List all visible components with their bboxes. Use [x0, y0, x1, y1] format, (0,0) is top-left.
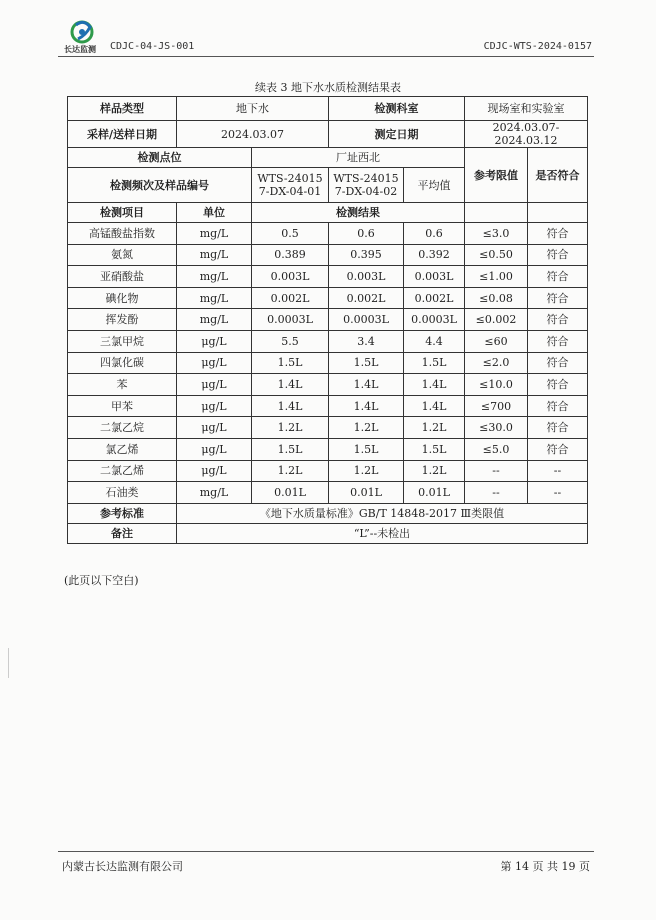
sample-id-2: WTS-24015 7-DX-04-02 [329, 168, 404, 203]
conform-result: 符合 [528, 309, 588, 331]
average-result: 0.003L [404, 266, 465, 288]
average-result: 0.0003L [404, 309, 465, 331]
table-row [68, 121, 588, 148]
item-name: 四氯化碳 [68, 352, 177, 374]
ref-limit: ≤2.0 [465, 352, 528, 374]
unit: mg/L [177, 482, 252, 504]
item-name: 三氯甲烷 [68, 330, 177, 352]
sample-1-result: 0.0003L [252, 309, 329, 331]
ref-limit: ≤30.0 [465, 417, 528, 439]
sample-2-result: 0.003L [329, 266, 404, 288]
results-table [67, 96, 588, 544]
conform-result: 符合 [528, 223, 588, 245]
sample-1-result: 0.5 [252, 223, 329, 245]
table-row [68, 203, 588, 223]
test-date-value: 2024.03.07-2024.03.12 [465, 121, 588, 148]
table-row [68, 482, 588, 504]
test-date-label: 测定日期 [329, 121, 465, 148]
conform-result: 符合 [528, 417, 588, 439]
sample-type-label: 样品类型 [68, 97, 177, 121]
ref-std-value: 《地下水质量标准》GB/T 14848-2017 Ⅲ类限值 [177, 503, 588, 523]
table-row [68, 523, 588, 543]
average-result: 1.2L [404, 417, 465, 439]
freq-label: 检测频次及样品编号 [68, 168, 252, 203]
empty-cell [528, 203, 588, 223]
ref-limit: ≤0.08 [465, 287, 528, 309]
average-result: 0.01L [404, 482, 465, 504]
footer-divider [58, 851, 594, 852]
item-name: 碘化物 [68, 287, 177, 309]
sample-1-result: 1.5L [252, 438, 329, 460]
ref-limit: ≤3.0 [465, 223, 528, 245]
item-name: 二氯乙烯 [68, 460, 177, 482]
table-row [68, 417, 588, 439]
logo-text: 长达监测 [64, 45, 96, 54]
table-row [68, 330, 588, 352]
ref-limit: -- [465, 460, 528, 482]
item-name: 高锰酸盐指数 [68, 223, 177, 245]
sample-1-result: 1.5L [252, 352, 329, 374]
table-row [68, 266, 588, 288]
sample-2-result: 1.5L [329, 438, 404, 460]
conform-result: 符合 [528, 266, 588, 288]
lab-value: 现场室和实验室 [465, 97, 588, 121]
sample-2-result: 1.5L [329, 352, 404, 374]
average-result: 1.2L [404, 460, 465, 482]
sample-1-result: 5.5 [252, 330, 329, 352]
unit: mg/L [177, 266, 252, 288]
sample-1-result: 1.2L [252, 417, 329, 439]
table-row [68, 97, 588, 121]
conform-result: 符合 [528, 374, 588, 396]
conform-header: 是否符合 [528, 148, 588, 203]
point-label: 检测点位 [68, 148, 252, 168]
table-row [68, 148, 588, 168]
header-divider [58, 56, 594, 57]
sample-1-result: 1.4L [252, 395, 329, 417]
ref-std-label: 参考标准 [68, 503, 177, 523]
ref-limit-header: 参考限值 [465, 148, 528, 203]
sample-2-result: 0.0003L [329, 309, 404, 331]
unit: mg/L [177, 244, 252, 266]
sample-2-result: 1.4L [329, 374, 404, 396]
unit: μg/L [177, 330, 252, 352]
table-row [68, 352, 588, 374]
table-row [68, 309, 588, 331]
unit: μg/L [177, 374, 252, 396]
item-name: 二氯乙烷 [68, 417, 177, 439]
blank-page-note: (此页以下空白) [64, 574, 139, 587]
table-row [68, 244, 588, 266]
item-name: 氨氮 [68, 244, 177, 266]
conform-result: 符合 [528, 438, 588, 460]
conform-result: 符合 [528, 287, 588, 309]
unit-header: 单位 [177, 203, 252, 223]
table-row [68, 374, 588, 396]
remark-value: “L”--未检出 [177, 523, 588, 543]
average-result: 0.392 [404, 244, 465, 266]
item-name: 石油类 [68, 482, 177, 504]
table-caption: 续表 3 地下水水质检测结果表 [255, 81, 401, 94]
unit: μg/L [177, 395, 252, 417]
sample-2-result: 0.395 [329, 244, 404, 266]
sample-2-result: 0.01L [329, 482, 404, 504]
item-name: 苯 [68, 374, 177, 396]
report-number: CDJC-WTS-2024-0157 [483, 41, 592, 52]
table-row [68, 503, 588, 523]
unit: μg/L [177, 352, 252, 374]
table-row [68, 460, 588, 482]
average-result: 0.002L [404, 287, 465, 309]
empty-cell [465, 203, 528, 223]
ref-limit: ≤10.0 [465, 374, 528, 396]
item-header: 检测项目 [68, 203, 177, 223]
point-value: 厂址西北 [252, 148, 465, 168]
average-result: 1.4L [404, 395, 465, 417]
sample-2-result: 1.2L [329, 417, 404, 439]
conform-result: 符合 [528, 330, 588, 352]
unit: mg/L [177, 309, 252, 331]
conform-result: 符合 [528, 244, 588, 266]
result-header: 检测结果 [252, 203, 465, 223]
sample-1-result: 0.01L [252, 482, 329, 504]
table-row [68, 438, 588, 460]
unit: μg/L [177, 417, 252, 439]
unit: mg/L [177, 223, 252, 245]
table-row [68, 223, 588, 245]
sample-2-result: 1.4L [329, 395, 404, 417]
item-name: 亚硝酸盐 [68, 266, 177, 288]
item-name: 甲苯 [68, 395, 177, 417]
sample-2-result: 0.002L [329, 287, 404, 309]
item-name: 氯乙烯 [68, 438, 177, 460]
lab-label: 检测科室 [329, 97, 465, 121]
conform-result: 符合 [528, 395, 588, 417]
average-header: 平均值 [404, 168, 465, 203]
average-result: 1.5L [404, 438, 465, 460]
sample-2-result: 3.4 [329, 330, 404, 352]
ref-limit: ≤700 [465, 395, 528, 417]
document-code: CDJC-04-JS-001 [110, 41, 195, 52]
sample-1-result: 0.002L [252, 287, 329, 309]
conform-result: 符合 [528, 352, 588, 374]
sample-2-result: 0.6 [329, 223, 404, 245]
sample-1-result: 1.4L [252, 374, 329, 396]
scan-artifact [8, 648, 9, 678]
ref-limit: ≤1.00 [465, 266, 528, 288]
ref-limit: -- [465, 482, 528, 504]
unit: mg/L [177, 287, 252, 309]
sample-1-result: 0.003L [252, 266, 329, 288]
company-name: 内蒙古长达监测有限公司 [62, 860, 183, 873]
conform-result: -- [528, 460, 588, 482]
sampling-date-label: 采样/送样日期 [68, 121, 177, 148]
unit: μg/L [177, 438, 252, 460]
ref-limit: ≤0.002 [465, 309, 528, 331]
sampling-date-value: 2024.03.07 [177, 121, 329, 148]
sample-id-1: WTS-24015 7-DX-04-01 [252, 168, 329, 203]
item-name: 挥发酚 [68, 309, 177, 331]
unit: μg/L [177, 460, 252, 482]
table-row [68, 287, 588, 309]
sample-type-value: 地下水 [177, 97, 329, 121]
average-result: 0.6 [404, 223, 465, 245]
table-row [68, 395, 588, 417]
page-number: 第 14 页 共 19 页 [500, 860, 590, 873]
sample-2-result: 1.2L [329, 460, 404, 482]
average-result: 1.4L [404, 374, 465, 396]
conform-result: -- [528, 482, 588, 504]
remark-label: 备注 [68, 523, 177, 543]
ref-limit: ≤60 [465, 330, 528, 352]
sample-1-result: 0.389 [252, 244, 329, 266]
average-result: 4.4 [404, 330, 465, 352]
sample-1-result: 1.2L [252, 460, 329, 482]
average-result: 1.5L [404, 352, 465, 374]
ref-limit: ≤5.0 [465, 438, 528, 460]
ref-limit: ≤0.50 [465, 244, 528, 266]
